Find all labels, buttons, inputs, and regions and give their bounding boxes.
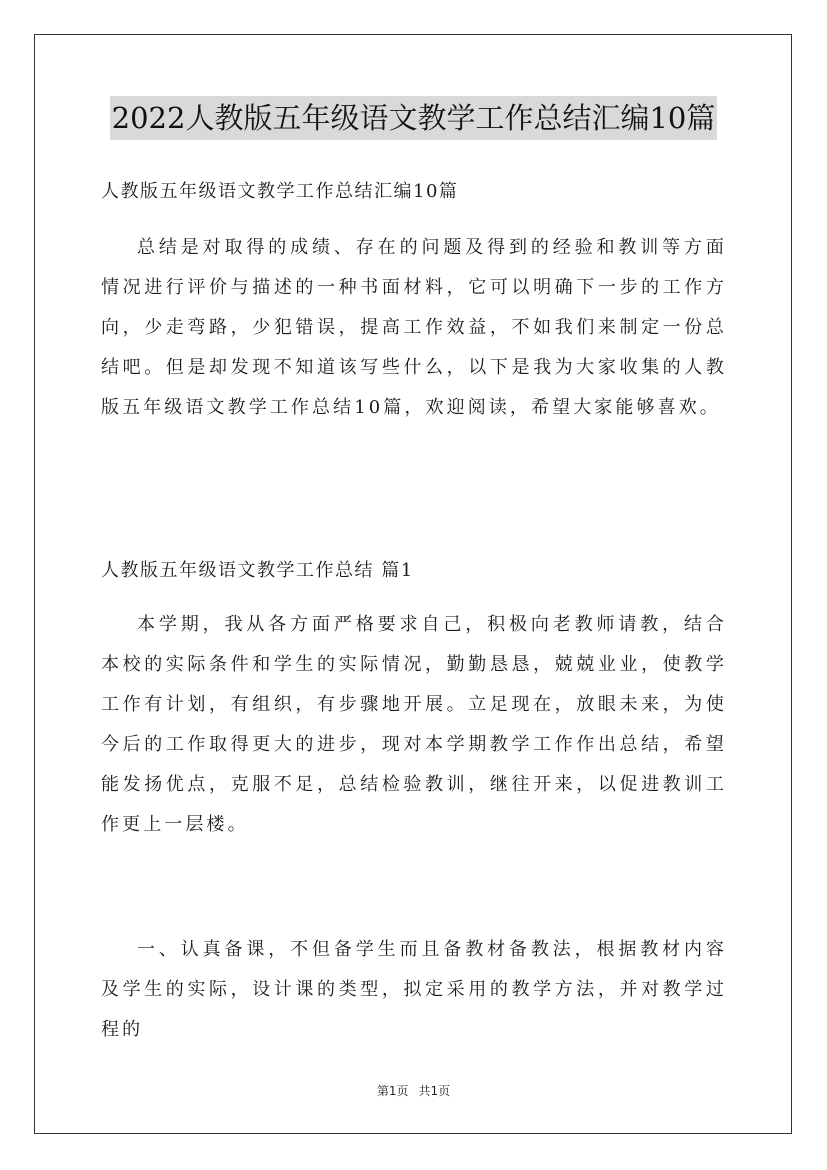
section-paragraph-2: 一、认真备课，不但备学生而且备教材备教法，根据教材内容及学生的实际，设计课的类型，拟定采用的教学方法，并对教学过程的 <box>101 939 727 1040</box>
section-heading: 人教版五年级语文教学工作总结 篇1 <box>101 560 414 581</box>
section-body <box>101 605 727 845</box>
title-container <box>0 96 827 140</box>
section-body-2 <box>101 930 727 1050</box>
page-total: 共1页 <box>418 1084 451 1098</box>
document-subtitle: 人教版五年级语文教学工作总结汇编10篇 <box>101 181 459 202</box>
intro-paragraph: 总结是对取得的成绩、存在的问题及得到的经验和教训等方面情况进行评价与描述的一种书面材料，它可以明确下一步的工作方向，少走弯路，少犯错误，提高工作效益，不如我们来制定一份总结吧。但是却发现不知道该写些什么，以下是我为大家收集的人教版五年级语文教学工作总结10篇，欢迎阅读，希望大家能够喜欢。 <box>101 237 727 418</box>
document-title: 2022人教版五年级语文教学工作总结汇编10篇 <box>110 96 718 140</box>
section-paragraph-1: 本学期，我从各方面严格要求自己，积极向老教师请教，结合本校的实际条件和学生的实际情况，勤勤恳恳，兢兢业业，使教学工作有计划，有组织，有步骤地开展。立足现在，放眼未来，为使今后的工作取得更大的进步，现对本学期教学工作作出总结，希望能发扬优点，克服不足，总结检验教训，继往开来，以促进教训工作更上一层楼。 <box>101 614 727 835</box>
page-footer <box>0 1082 827 1099</box>
intro-section <box>101 228 727 428</box>
page-number: 第1页 <box>376 1084 409 1098</box>
